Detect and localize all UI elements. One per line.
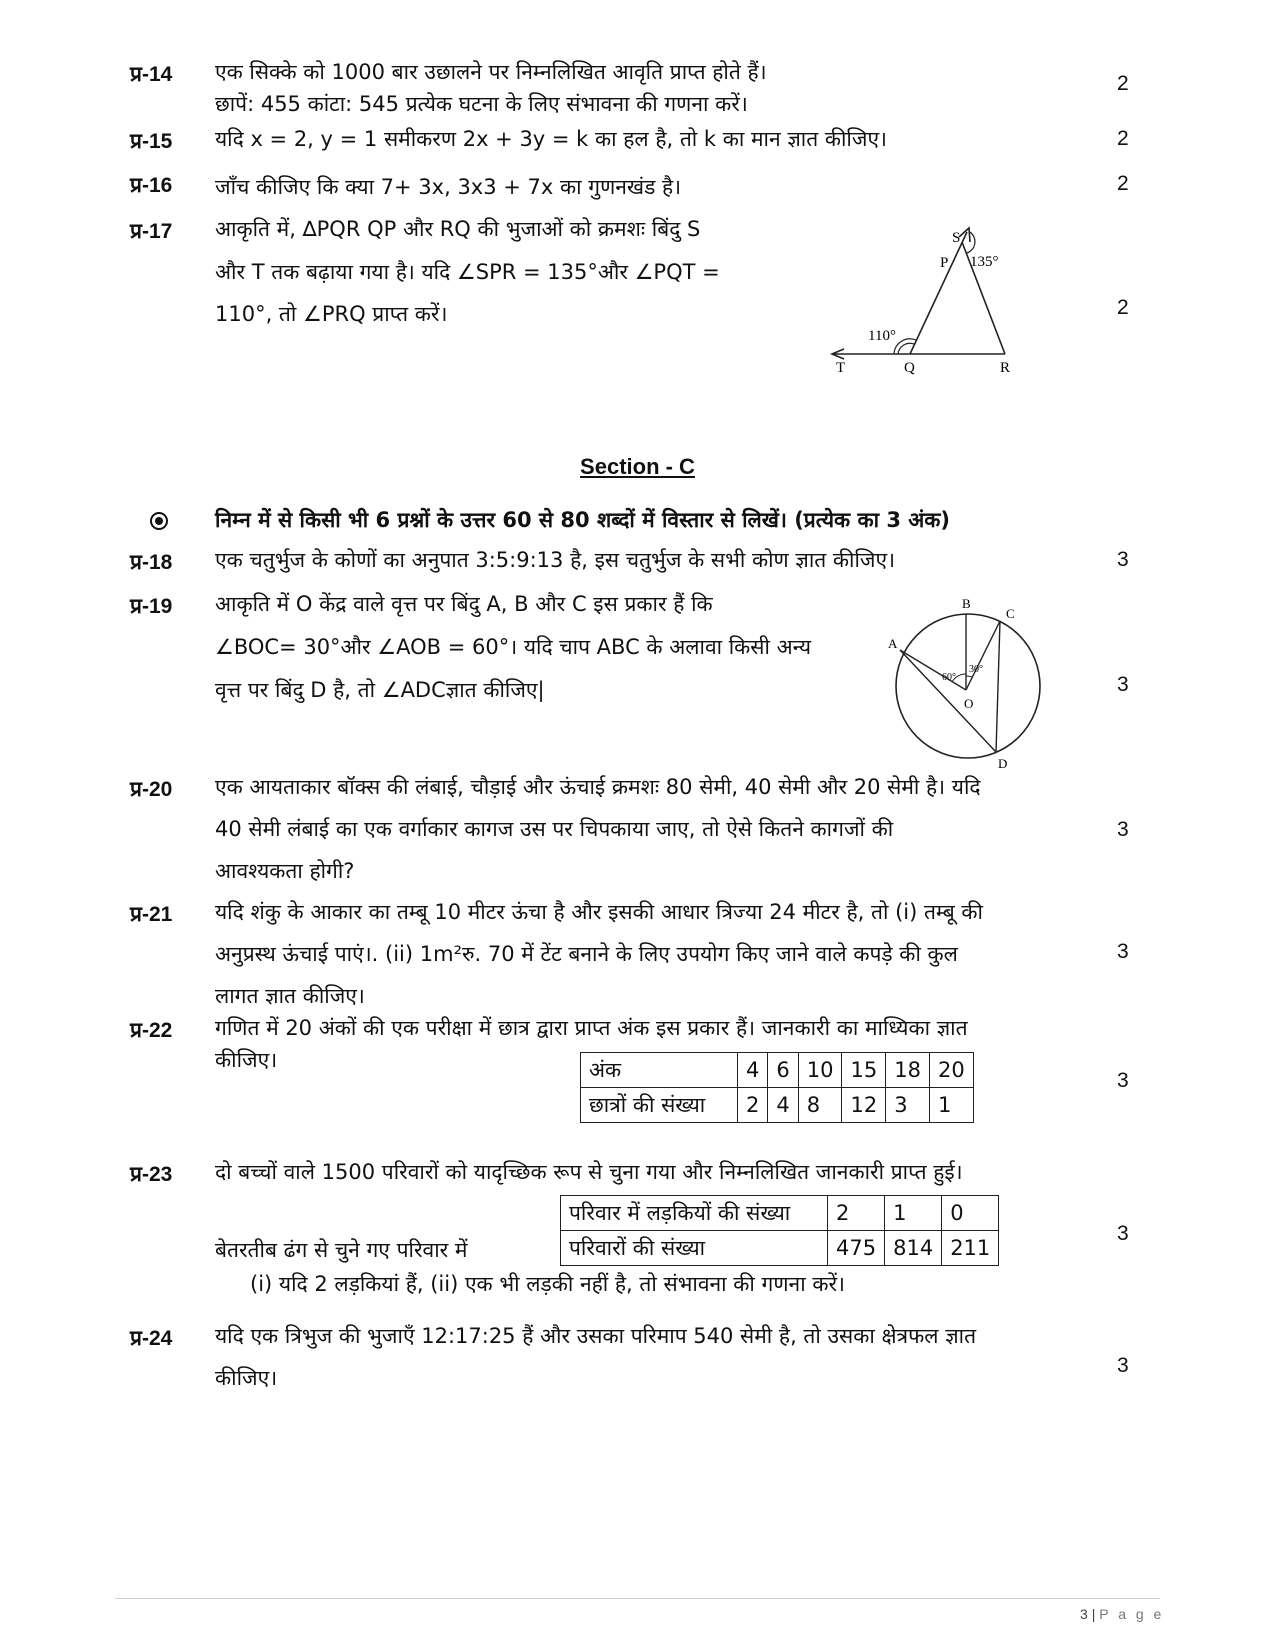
q23-line-2: बेतरतीब ढंग से चुने गए परिवार में <box>215 1238 468 1262</box>
q18-marks: 3 <box>1117 548 1129 571</box>
q15-marks: 2 <box>1117 127 1129 150</box>
page-label: P a g e <box>1099 1606 1165 1622</box>
q23-line-1: दो बच्चों वाले 1500 परिवारों को यादृच्छिक रूप से चुना गया और निम्नलिखित जानकारी प्राप्त हुई। <box>215 1160 963 1184</box>
q20-line-3: आवश्यकता होगी? <box>215 859 355 883</box>
table-cell: छात्रों की संख्या <box>581 1088 738 1123</box>
table-cell: 4 <box>738 1053 768 1088</box>
table-cell: 3 <box>886 1088 930 1123</box>
question-number-22: प्र-22 <box>130 1019 173 1042</box>
table-cell: 12 <box>842 1088 886 1123</box>
table-cell: 18 <box>886 1053 930 1088</box>
table-cell: परिवारों की संख्या <box>561 1231 828 1266</box>
triangle-figure <box>820 222 1050 392</box>
q23-marks: 3 <box>1117 1222 1129 1245</box>
question-number-15: प्र-15 <box>130 130 173 153</box>
page-footer <box>1080 1606 1164 1622</box>
table-cell: 2 <box>828 1196 885 1231</box>
label-t: T <box>836 360 846 376</box>
label-angle-60: 60° <box>942 672 956 683</box>
q21-line-1: यदि शंकु के आकार का तम्बू 10 मीटर ऊंचा है और इसकी आधार त्रिज्या 24 मीटर है, तो (i) तम्बू की <box>215 900 983 924</box>
q23-line-3: (i) यदि 2 लड़कियां हैं, (ii) एक भी लड़की नहीं है, तो संभावना की गणना करें। <box>250 1272 845 1296</box>
label-r: R <box>1000 360 1011 376</box>
table-cell: 1 <box>929 1088 973 1123</box>
label-angle-30: 30° <box>969 664 983 675</box>
table-row <box>561 1231 999 1266</box>
q16-marks: 2 <box>1117 172 1129 195</box>
question-number-14: प्र-14 <box>130 63 173 86</box>
section-title: Section - C <box>580 454 695 479</box>
table-cell: 2 <box>738 1088 768 1123</box>
table-cell: 475 <box>828 1231 885 1266</box>
table-cell: 211 <box>942 1231 999 1266</box>
q17-marks: 2 <box>1117 296 1129 319</box>
q24-line-1: यदि एक त्रिभुज की भुजाएँ 12:17:25 हैं और उसका परिमाप 540 सेमी है, तो उसका क्षेत्रफल ज्ञात <box>215 1324 977 1348</box>
q21-line-3: लागत ज्ञात कीजिए। <box>215 984 365 1008</box>
footer-separator: | <box>1091 1606 1096 1622</box>
table-cell: अंक <box>581 1053 738 1088</box>
q24-marks: 3 <box>1117 1354 1129 1377</box>
q14-line-1: एक सिक्के को 1000 बार उछालने पर निम्नलिखित आवृति प्राप्त होते हैं। <box>215 60 767 84</box>
q19-line-2: ∠BOC= 30°और ∠AOB = 60°। यदि चाप ABC के अलावा किसी अन्य <box>215 635 812 659</box>
question-number-23: प्र-23 <box>130 1163 173 1186</box>
section-instruction: निम्न में से किसी भी 6 प्रश्नों के उत्तर 60 से 80 शब्दों में विस्तार से लिखें। (प्रत्येक का 3 अंक) <box>215 508 951 532</box>
label-s: S <box>952 230 961 246</box>
q17-line-2: और T तक बढ़ाया गया है। यदि ∠SPR = 135°और ∠PQT = <box>215 260 720 284</box>
q20-marks: 3 <box>1117 818 1129 841</box>
label-o: O <box>964 696 974 711</box>
table-cell: 814 <box>885 1231 942 1266</box>
label-angle-135: 135° <box>970 254 999 270</box>
table-row <box>581 1053 974 1088</box>
table-cell: परिवार में लड़कियों की संख्या <box>561 1196 828 1231</box>
label-angle-110: 110° <box>868 328 896 344</box>
q19-line-3: वृत्त पर बिंदु D है, तो ∠ADCज्ञात कीजिए| <box>215 678 545 702</box>
table-cell: 6 <box>768 1053 798 1088</box>
question-number-21: प्र-21 <box>130 903 173 926</box>
question-number-17: प्र-17 <box>130 220 173 243</box>
q14-marks: 2 <box>1117 72 1129 95</box>
q20-line-2: 40 सेमी लंबाई का एक वर्गाकार कागज उस पर चिपकाया जाए, तो ऐसे कितने कागजों की <box>215 817 894 841</box>
label-a: A <box>888 636 898 651</box>
label-d: D <box>998 756 1008 770</box>
label-p: P <box>940 255 949 271</box>
q16-line-1: जाँच कीजिए कि क्या 7+ 3x, 3x3 + 7x का गुणनखंड है। <box>215 175 682 199</box>
question-number-24: प्र-24 <box>130 1327 173 1350</box>
q15-line-1: यदि x = 2, y = 1 समीकरण 2x + 3y = k का हल है, तो k का मान ज्ञात कीजिए। <box>215 127 888 151</box>
q22-line-1: गणित में 20 अंकों की एक परीक्षा में छात्र द्वारा प्राप्त अंक इस प्रकार हैं। जानकारी का माध्यिका ज्ञात <box>215 1016 968 1040</box>
q18-line-1: एक चतुर्भुज के कोणों का अनुपात 3:5:9:13 है, इस चतुर्भुज के सभी कोण ज्ञात कीजिए। <box>215 548 896 572</box>
families-table <box>560 1195 999 1266</box>
q21-marks: 3 <box>1117 940 1129 963</box>
question-number-16: प्र-16 <box>130 174 173 197</box>
table-cell: 1 <box>885 1196 942 1231</box>
q17-line-3: 110°, तो ∠PRQ प्राप्त करें। <box>215 302 448 326</box>
q20-line-1: एक आयताकार बॉक्स की लंबाई, चौड़ाई और ऊंचाई क्रमशः 80 सेमी, 40 सेमी और 20 सेमी है। यदि <box>215 775 981 799</box>
q21-line-2: अनुप्रस्थ ऊंचाई पाएं।. (ii) 1m²रु. 70 में टेंट बनाने के लिए उपयोग किए जाने वाले कपड़े की कुल <box>215 942 958 966</box>
question-number-19: प्र-19 <box>130 595 173 618</box>
page-number: 3 <box>1080 1606 1088 1622</box>
table-cell: 4 <box>768 1088 798 1123</box>
table-cell: 0 <box>942 1196 999 1231</box>
q14-line-2: छापें: 455 कांटा: 545 प्रत्येक घटना के लिए संभावना की गणना करें। <box>215 92 748 116</box>
label-q: Q <box>904 360 915 376</box>
table-cell: 10 <box>798 1053 842 1088</box>
table-cell: 20 <box>929 1053 973 1088</box>
question-number-20: प्र-20 <box>130 778 173 801</box>
table-cell: 15 <box>842 1053 886 1088</box>
label-c: C <box>1006 606 1015 621</box>
radio-bullet-icon <box>150 512 168 530</box>
question-number-18: प्र-18 <box>130 551 173 574</box>
q17-line-1: आकृति में, ∆PQR QP और RQ की भुजाओं को क्रमशः बिंदु S <box>215 217 701 241</box>
marks-table <box>580 1052 974 1123</box>
table-row <box>561 1196 999 1231</box>
q19-marks: 3 <box>1117 673 1129 696</box>
circle-figure <box>880 590 1050 770</box>
footer-divider <box>115 1598 1160 1599</box>
table-row <box>581 1088 974 1123</box>
q22-line-2: कीजिए। <box>215 1048 278 1072</box>
q22-marks: 3 <box>1117 1069 1129 1092</box>
label-b: B <box>962 596 971 611</box>
q24-line-2: कीजिए। <box>215 1366 278 1390</box>
q19-line-1: आकृति में O केंद्र वाले वृत्त पर बिंदु A, B और C इस प्रकार हैं कि <box>215 592 713 616</box>
table-cell: 8 <box>798 1088 842 1123</box>
